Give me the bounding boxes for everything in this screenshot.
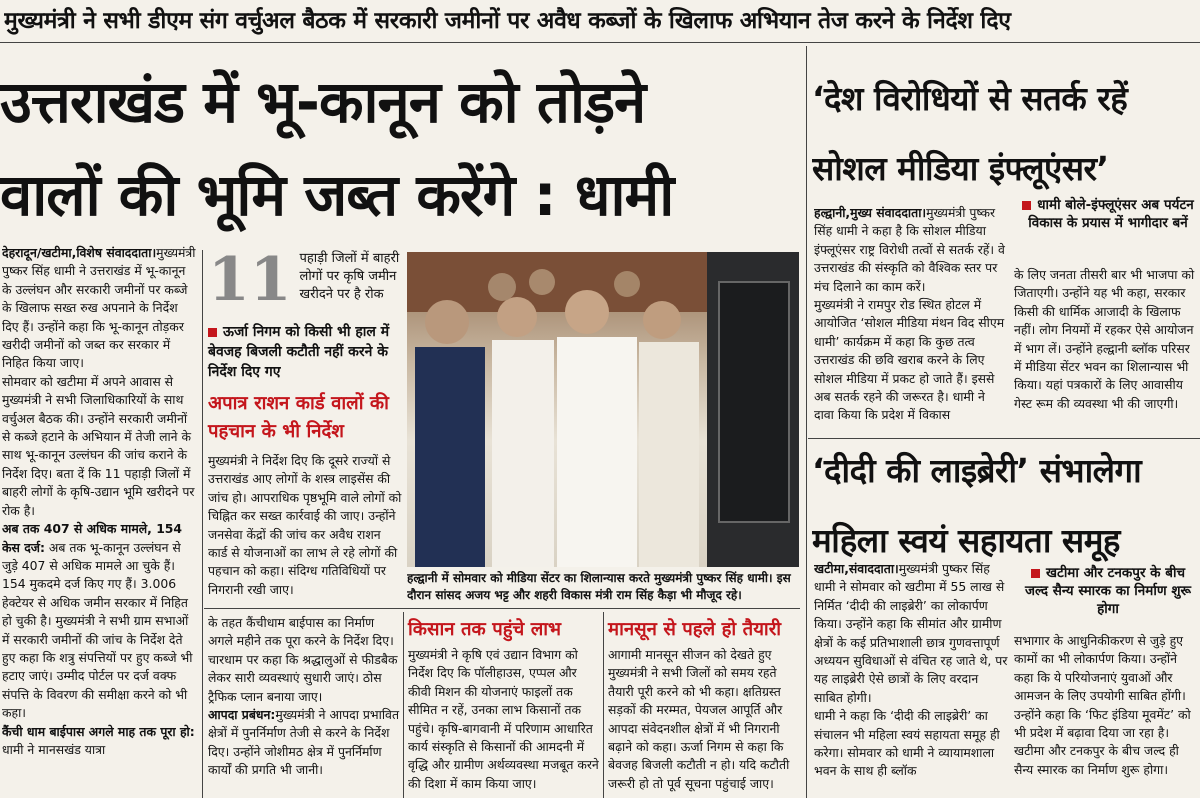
- monsoon-box: [608, 616, 800, 798]
- news-photo: [407, 252, 799, 567]
- monsoon-box-text: आगामी मानसून सीजन को देखते हुए मुख्यमंत्री ने सभी जिलों को समय रहते तैयारी पूरी करने को भी कहा। क्षतिग्रस्त सड़कों की मरम्मत, पेयजल आपूर्ति और आपदा संवेदनशील क्षेत्रों में भी निगरानी बढ़ाने को कहा। ऊर्जा निगम से कहा कि बेवजह बिजली कटौती न हो। यदि कटौती जरूरी हो तो पूर्व सूचना पहुंचाई जाए।: [608, 647, 790, 791]
- main-headline-line-1: उत्तराखंड में भू-कानून को तोड़ने: [0, 68, 646, 136]
- library-highlight-box: [1018, 564, 1198, 626]
- bullet-square-icon: [208, 328, 217, 337]
- library-dateline: खटीमा,संवाददाता।: [814, 561, 899, 576]
- bullet-point: ऊर्जा निगम को किसी भी हाल में बेवजह बिजली कटौती नहीं करने के निर्देश दिए गए: [208, 324, 390, 380]
- main-col1-subhead: अब तक 407 से अधिक मामले, 154 केस दर्ज:: [2, 521, 183, 555]
- influencer-highlight-text: धामी बोले-इंफ्लूएंसर अब पर्यटन विकास के प्रयास में भागीदार बनें: [1018, 196, 1198, 232]
- main-article-column-2: [208, 245, 402, 610]
- main-col2-bottom-para: के तहत कैंचीधाम बाईपास का निर्माण अगले महीने तक पूरा करने के निर्देश दिए। चारधाम पर कहा कि श्रद्धालुओं से फीडबैक लेकर सारी व्यवस्थाएं सुधारी जाएं। ठोस ट्रैफिक प्लान बनाया जाए।: [208, 615, 398, 704]
- main-col2-para: मुख्यमंत्री ने निर्देश दिए कि दूसरे राज्यों से उत्तराखंड आए लोगों के शस्त्र लाइसेंस की जांच हो। आपराधिक पृष्ठभूमि वाले लोगों को चिह्नित कर सख्त कार्रवाई की जाए। उन्होंने जनसेवा केंद्रों की जांच कर अवैध राशन कार्ड से योजनाओं का लाभ ले रहे लोगों की पहचान को कहा। संदिग्ध गतिविधियों पर निगरानी रखी जाए।: [208, 453, 402, 597]
- red-subheadline: अपात्र राशन कार्ड वालों की पहचान के भी निर्देश: [208, 393, 389, 442]
- influencer-story-headline: [812, 64, 1200, 204]
- library-story-headline: [812, 436, 1200, 576]
- influencer-headline-line-2: सोशल मीडिया इंफ्लूएंसर’: [812, 149, 1109, 188]
- influencer-dateline: हल्द्वानी,मुख्य संवाददाता।: [814, 205, 927, 220]
- disaster-subhead: आपदा प्रबंधन:: [208, 707, 276, 723]
- main-col2-bottom: [208, 614, 400, 798]
- farmer-box-headline: किसान तक पहुंचे लाभ: [408, 619, 562, 640]
- big-number: 11: [208, 245, 292, 315]
- bullet-square-icon: [1022, 201, 1031, 210]
- column-divider: [403, 612, 404, 798]
- influencer-para2: मुख्यमंत्री ने रामपुर रोड स्थित होटल में आयोजित ‘सोशल मीडिया मंथन विद सीएम धामी’ कार्यक्रम में कहा कि कुछ तत्व उत्तराखंड की छवि खराब करने के लिए सोशल मीडिया में प्रकट हो जाते हैं। इससे अब सतर्क रहने की जरूरत है। धामी ने दावा किया कि प्रदेश में विकास: [814, 297, 1005, 423]
- main-headline-line-2: वालों की भूमि जब्त करेंगे : धामी: [0, 161, 674, 229]
- column-divider: [603, 612, 604, 798]
- lower-divider: [204, 608, 800, 609]
- library-headline-line-1: ‘दीदी की लाइब्रेरी’ संभालेगा: [812, 451, 1142, 490]
- photo-caption: हल्द्वानी में सोमवार को मीडिया सेंटर का शिलान्यास करते मुख्यमंत्री पुष्कर सिंह धामी। इस दौरान सांसद अजय भट्ट और शहरी विकास मंत्री राम सिंह कैड़ा भी मौजूद रहे।: [407, 571, 791, 602]
- main-col1-para3: अब तक भू-कानून उल्लंघन से जुड़े 407 से अधिक मामले आ चुके हैं। 154 मुकदमे दर्ज किए गए हैं। 3.006 हेक्टेयर से अधिक जमीन सरकार में निहित हो चुकी है। मुख्यमंत्री ने सभी ग्राम सभाओं में सरकारी जमीनों की जांच के निर्देश देते हुए कहा कि शत्रु संपत्तियों पर हुए कब्जे भी हटाए जाएं। उम्मीद पोर्टल पर दर्ज वक्फ संपत्ति के विवरण की समीक्षा करने को भी कहा।: [2, 539, 193, 721]
- library-para2: धामी ने कहा कि ‘दीदी की लाइब्रेरी’ का संचालन भी महिला स्वयं सहायता समूह ही करेगा। सोमवार को धामी ने व्यायामशाला भवन के साथ ही ब्लॉक: [814, 708, 1000, 779]
- library-para1: मुख्यमंत्री पुष्कर सिंह धामी ने सोमवार को खटीमा में 55 लाख से निर्मित ‘दीदी की लाइब्रेरी’ का लोकार्पण किया। उन्होंने कहा कि सीमांत और ग्रामीण क्षेत्रों के कई प्रतिभाशाली छात्र गुणवत्तापूर्ण अध्ययन सुविधाओं से वंचित रह जाते थे, पर यह लाइब्रेरी ऐसे छात्रों के लिए वरदान साबित होगी।: [814, 561, 1008, 705]
- top-divider: [0, 42, 1200, 43]
- main-col2-bottom-para2: मुख्यमंत्री ने आपदा प्रभावित क्षेत्रों में पुनर्निर्माण तेजी से करने के निर्देश दिए। उन्होंने जोशीमठ क्षेत्र में पुनर्निर्माण कार्यों की प्रगति भी जानी।: [208, 707, 400, 778]
- main-headline: [0, 56, 800, 242]
- farmer-box: [408, 616, 600, 798]
- main-col1-subhead-2: कैंची धाम बाईपास अगले माह तक पूरा हो:: [2, 723, 195, 739]
- main-col1-para2: सोमवार को खटीमा में अपने आवास से मुख्यमंत्री ने सभी जिलाधिकारियों के साथ वर्चुअल बैठक की। उन्होंने सरकारी जमीनों से कब्जे हटाने के अभियान में तेजी लाने के साथ भू-कानून उल्लंघन की जांच कराने के निर्देश दिए। बता दें कि 11 पहाड़ी जिलों में बाहरी लोगों के कृषि-उद्यान भूमि खरीदने पर रोक है।: [2, 373, 195, 518]
- main-article-column-1: [2, 244, 198, 798]
- farmer-box-text: मुख्यमंत्री ने कृषि एवं उद्यान विभाग को निर्देश दिए कि पॉलीहाउस, एप्पल और कीवी मिशन की योजनाएं फाइलों तक सीमित न रहें, उनका लाभ किसानों तक पहुंचे। कृषि-बागवानी में परिणाम आधारित कार्य संस्कृति से किसानों की आमदनी में वृद्धि और ग्रामीण अर्थव्यवस्था मजबूत करने की दिशा में काम किया जाए।: [408, 647, 599, 791]
- influencer-highlight-box: [1018, 196, 1198, 262]
- library-story-column-1: [814, 560, 1008, 798]
- influencer-story-column-2: के लिए जनता तीसरी बार भी भाजपा को जिताएगी। उन्होंने यह भी कहा, सरकार किसी की धार्मिक आजादी के खिलाफ नहीं। लोग नियमों में रहकर ऐसे आयोजन में भाग लें। उन्होंने हल्द्वानी ब्लॉक परिसर में मीडिया सेंटर भवन का शिलान्यास भी किया। यहां पत्रकारों के लिए आवासीय गेस्ट रूम की व्यवस्था भी की जाएगी।: [1014, 267, 1195, 411]
- library-story-column-2: सभागार के आधुनिकीकरण से जुड़े हुए कामों का भी लोकार्पण किया। उन्होंने कहा कि ये परियोजनाएं युवाओं और आमजन के लिए उपयोगी साबित होंगी। उन्होंने कहा कि ‘फिट इंडिया मूवमेंट’ को भी प्रदेश में बढ़ावा दिया जा रहा है। खटीमा और टनकपुर के बीच जल्द ही सैन्य स्मारक का निर्माण शुरू होगा।: [1014, 633, 1191, 777]
- influencer-para1: मुख्यमंत्री पुष्कर सिंह धामी ने कहा है कि सोशल मीडिया इंफ्लूएंसर राष्ट्र विरोधी तत्वों से सतर्क रहें। वे उत्तराखंड की संस्कृति को वैश्विक स्तर पर मंच दिलाने का काम करें।: [814, 205, 1005, 294]
- bullet-square-icon: [1031, 569, 1040, 578]
- library-headline-line-2: महिला स्वयं सहायता समूह: [812, 521, 1120, 560]
- big-number-caption: पहाड़ी जिलों में बाहरी लोगों पर कृषि जमीन खरीदने पर है रोक: [299, 251, 400, 302]
- main-col1-para1: मुख्यमंत्री पुष्कर सिंह धामी ने उत्तराखंड में भू-कानून के उल्लंघन और सरकारी जमीनों पर कब्जे के खिलाफ सख्त रुख अपनाने के निर्देश दिए हैं। उन्होंने कहा कि भू-कानून तोड़कर खरीदी जमीनों को जब्त कर सरकार में निहित किया जाए।: [2, 245, 196, 371]
- influencer-story-column-1: [814, 204, 1008, 436]
- kicker-headline: मुख्यमंत्री ने सभी डीएम संग वर्चुअल बैठक में सरकारी जमीनों पर अवैध कब्जों के खिलाफ अभियान तेज करने के निर्देश दिए: [4, 8, 1011, 34]
- photo-illustration: [407, 252, 799, 567]
- main-dateline: देहरादून/खटीमा,विशेष संवाददाता।: [2, 245, 157, 260]
- library-highlight-text: खटीमा और टनकपुर के बीच जल्द सैन्य स्मारक का निर्माण शुरू होगा: [1024, 565, 1191, 617]
- section-divider: [806, 46, 807, 798]
- influencer-headline-line-1: ‘देश विरोधियों से सतर्क रहें: [812, 79, 1128, 118]
- main-col1-para4: धामी ने मानसखंड यात्रा: [2, 741, 106, 757]
- column-divider: [202, 250, 203, 798]
- monsoon-box-headline: मानसून से पहले हो तैयारी: [608, 619, 782, 640]
